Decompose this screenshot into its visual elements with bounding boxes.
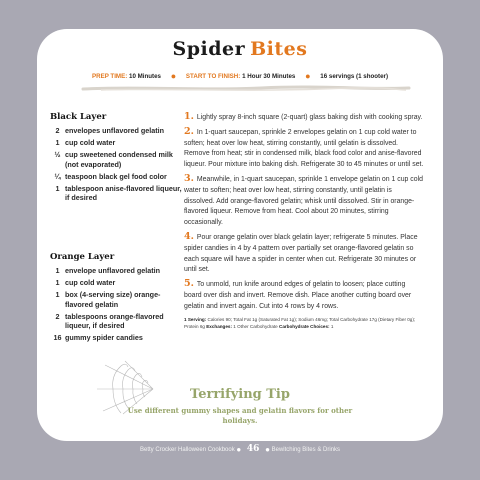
ingredient-row [50,333,182,342]
page-number: 46 [246,444,260,454]
ingredient-row [50,184,182,202]
step-text: In 1-quart saucepan, sprinkle 2 envelopes gelatin on 1 cup cold water to soften; heat over low heat, stirring constantly, until gelatin is dissolved. Remove from heat; stir in condensed milk, black food color and anise-flavored liqueur. Pour mixture into baking dish. Refrigerate 30 to 45 minutes or until set. [184,128,424,169]
ingredient-name: tablespoon anise-flavored liqueur, if desired [65,184,182,203]
recipe-step [184,279,424,312]
prep-label: PREP TIME: [91,73,128,80]
ingredient-name: cup sweetened condensed milk (not evaporated) [65,150,173,169]
serving-text: Calories 90; Total Fat 1g (Saturated Fat 1g); Sodium 46mg; Total Carbohydrate 17g (Dietary Fiber 0g); Protein 6g [184,316,416,329]
ingredient-name: envelopes unflavored gelatin [65,126,165,135]
step-text: Lightly spray 8-inch square (2-quart) glass baking dish with cooking spray. [196,114,423,121]
carb-choices-label: Carbohydrate Choices: [279,323,330,329]
servings: 16 servings (1 shooter) [320,73,389,80]
step-text: Meanwhile, in 1-quart saucepan, sprinkle 1 envelope gelatin on 1 cup cold water to soften; heat over low heat, stirring constantly, until gelatin is dissolved. Add orange-flavored gelatin; whisk until dissolved. Stir in orange-flavored liqueur. Remove from heat. Cool about 20 minutes, stirring occasionally. [184,175,423,227]
title-part-2: Bites [250,38,308,60]
page-footer [0,444,480,454]
ingredient-name: gummy spider candies [65,333,143,343]
ingredient-row [50,172,182,181]
ingredient-qty: ¼ [54,171,61,181]
meta-separator: ● [170,71,177,81]
brush-stroke-divider [81,85,411,93]
tip-text: Use different gummy shapes and gelatin flavors for other holidays. [127,406,353,425]
ingredient-row [50,126,182,135]
nutrition-info [184,316,424,330]
ingredient-qty: 16 [53,333,62,343]
step-number: 5. [184,278,194,290]
orange-layer-ingredients [50,252,182,345]
recipe-title [37,38,443,60]
ingredient-qty: 2 [55,311,60,321]
ingredient-row [50,266,182,275]
step-number: 4. [184,230,194,242]
ingredient-row [50,150,182,168]
prep-value: 10 Minutes [129,73,161,80]
carb-choices-text: 1 [329,323,334,329]
recipe-card [37,29,443,441]
footer-separator: ● [236,445,242,454]
recipe-step [184,112,424,124]
meta-separator: ● [305,71,311,81]
ingredient-qty: ½ [54,150,61,160]
black-layer-heading: Black Layer [50,112,107,122]
ingredient-qty: 2 [55,126,60,135]
ingredient-name: teaspoon black gel food color [65,171,167,181]
recipe-steps [184,112,424,330]
tip-title: Terrifying Tip [190,387,290,402]
finish-value: 1 Hour 30 Minutes [242,73,296,80]
ingredient-qty: 1 [55,266,60,275]
ingredient-qty: 1 [55,290,60,300]
exchanges-label: Exchanges: [206,323,233,329]
ingredient-name: envelope unflavored gelatin [65,266,161,275]
ingredient-qty: 1 [55,138,60,148]
footer-separator: ● [265,445,270,454]
recipe-meta [37,71,443,81]
finish-label: START TO FINISH: [185,73,241,80]
ingredient-row [50,138,182,147]
ingredient-name: cup cold water [65,138,116,148]
ingredient-row [50,290,182,308]
step-number: 1. [184,111,194,122]
section-title: Bewitching Bites & Drinks [271,447,340,453]
orange-layer-heading: Orange Layer [50,252,115,262]
ingredient-qty: 1 [55,184,60,194]
step-text: Pour orange gelatin over black gelatin layer; refrigerate 5 minutes. Place spider candies in 4 by 4 pattern over partially set orange-flavored gelatin so each square will have a spider in center when cut. Refrigerate 30 minutes or until set. [184,233,418,274]
title-part-1: Spider [172,38,246,60]
ingredient-row [50,278,182,287]
book-title: Betty Crocker Halloween Cookbook [140,447,235,453]
ingredient-qty: 1 [55,278,60,288]
recipe-step [184,127,424,171]
ingredient-name: cup cold water [65,278,116,288]
black-layer-ingredients [50,112,182,205]
recipe-step [184,232,424,276]
step-number: 2. [184,125,194,137]
ingredient-name: tablespoons orange-flavored liqueur, if desired [65,311,164,331]
ingredient-name: box (4-serving size) orange-flavored gelatin [65,290,161,309]
ingredient-row [50,312,182,330]
step-text: To unmold, run knife around edges of gelatin to loosen; place cutting board over dish and invert. Remove dish. Place another cutting board over gelatin and invert again. Cut into 4 rows by 4 rows. [184,281,412,310]
serving-label: 1 Serving: [184,316,207,322]
step-number: 3. [184,172,194,184]
exchanges-text: 1 Other Carbohydrate [232,323,279,329]
recipe-step [184,174,424,229]
